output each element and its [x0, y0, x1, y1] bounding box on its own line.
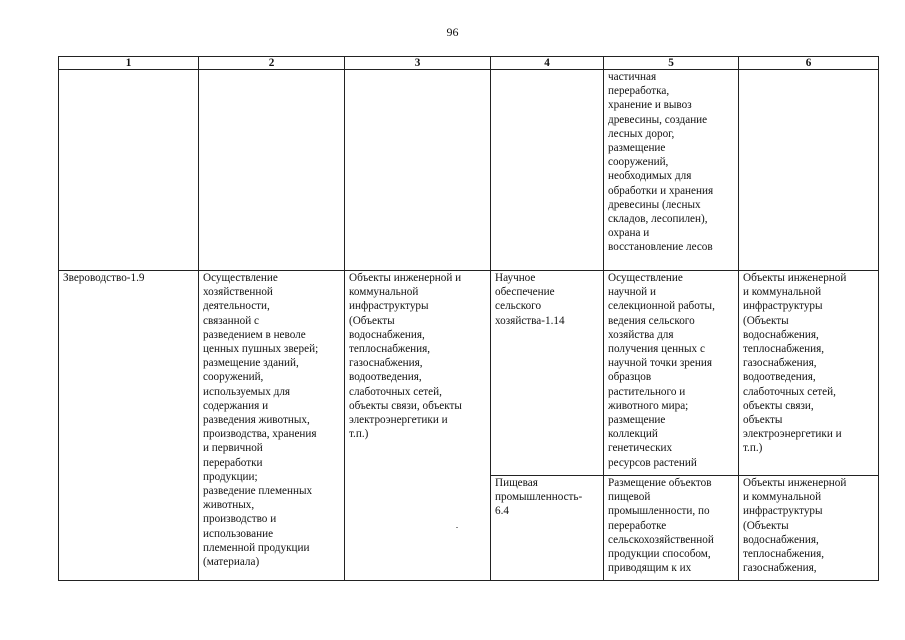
auxiliary-use-description-cell: Размещение объектов пищевой промышленности, по переработке сельскохозяйственной продукции способом, приводящим к их — [604, 476, 739, 581]
auxiliary-objects-cell: Объекты инженерной и коммунальной инфраструктуры (Объекты водоснабжения, теплоснабжения, газоснабжения, водоотведения, слаботочных сетей, объекты связи, объекты электроэнергетики и т.п.) — [739, 271, 879, 476]
table-header-row — [59, 57, 879, 70]
land-use-description-cell: Осуществление хозяйственной деятельности, связанной с разведением в неволе ценных пушных зверей; размещение зданий, сооружений, используемых для содержания и разведения животных, производства, хранения и первичной переработки продукции; разведение племенных животных, производство и использование племенной продукции (материала) — [199, 271, 345, 581]
auxiliary-use-description-cell: Осуществление научной и селекционной работы, ведения сельского хозяйства для получения ценных с научной точки зрения образцов растительного и животного мира; размещение коллекций генетических ресурсов растений — [604, 271, 739, 476]
auxiliary-use-type-cell: Научное обеспечение сельского хозяйства-1.14 — [491, 271, 604, 476]
column-header-1: 1 — [59, 57, 199, 70]
auxiliary-use-type-cell: Пищевая промышленность- 6.4 — [491, 476, 604, 581]
land-use-type-cell: Звероводство-1.9 — [59, 271, 199, 581]
land-use-table — [58, 56, 879, 581]
column-header-3: 3 — [345, 57, 491, 70]
scan-speck — [456, 527, 458, 528]
table-cell — [491, 70, 604, 271]
column-header-4: 4 — [491, 57, 604, 70]
table-row — [59, 271, 879, 476]
table-cell — [199, 70, 345, 271]
column-header-6: 6 — [739, 57, 879, 70]
column-header-5: 5 — [604, 57, 739, 70]
continuation-row — [59, 70, 879, 271]
table-cell — [739, 70, 879, 271]
auxiliary-objects-cell: Объекты инженерной и коммунальной инфраструктуры (Объекты водоснабжения, теплоснабжения, газоснабжения, — [739, 476, 879, 581]
table-cell — [345, 70, 491, 271]
column-header-2: 2 — [199, 57, 345, 70]
page-number: 96 — [446, 25, 459, 39]
continuation-activity-description: частичная переработка, хранение и вывоз древесины, создание лесных дорог, размещение сооружений, необходимых для обработки и хранения древесины (лесных складов, лесопилен), охрана и восстановление лесов — [604, 70, 739, 271]
permitted-objects-cell: Объекты инженерной и коммунальной инфраструктуры (Объекты водоснабжения, теплоснабжения, газоснабжения, водоотведения, слаботочных сетей, объекты связи, объекты электроэнергетики и т.п.) — [345, 271, 491, 581]
table-cell — [59, 70, 199, 271]
